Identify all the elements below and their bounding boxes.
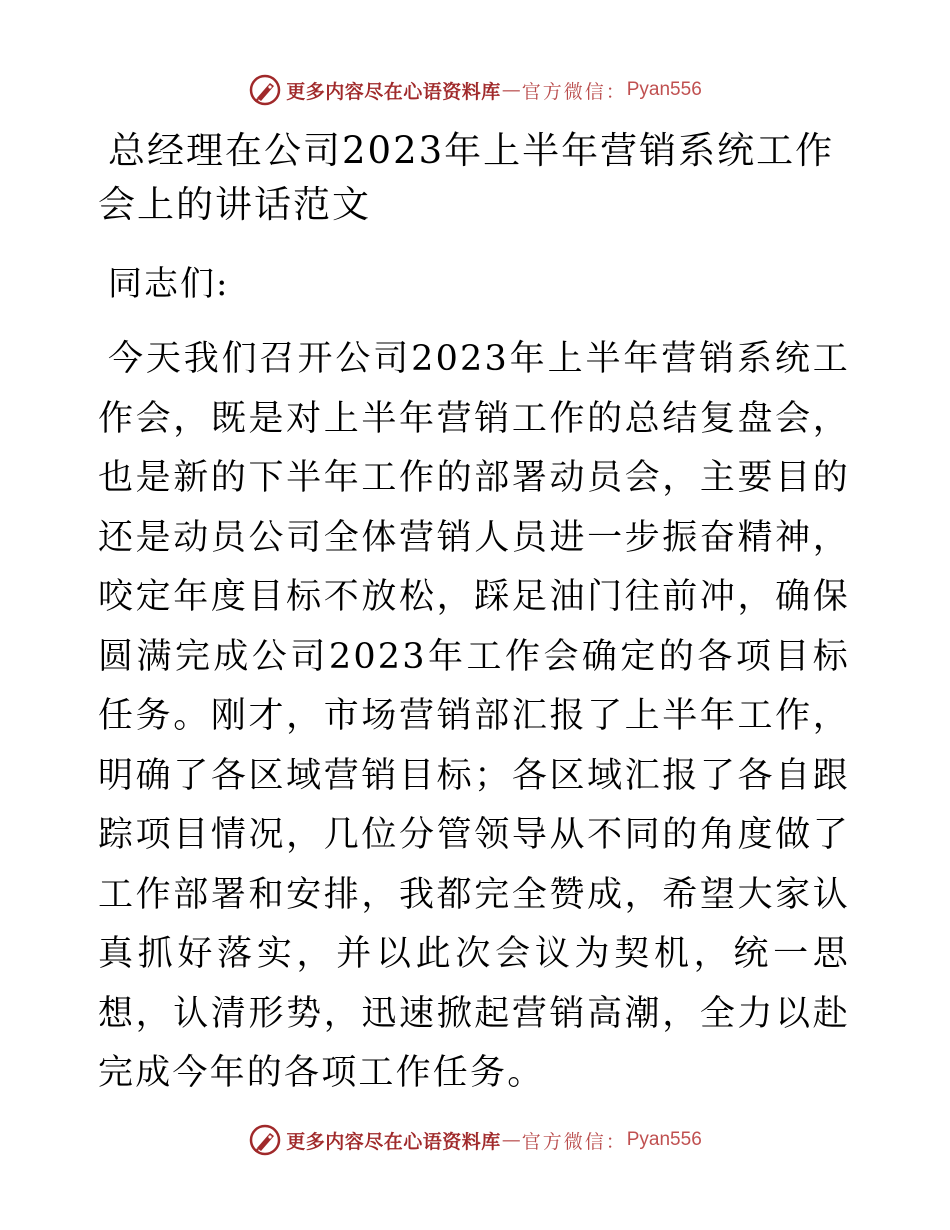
- watermark-separator: —: [501, 79, 521, 101]
- watermark-wechat-id: Pyan556: [626, 79, 702, 100]
- watermark-wechat-label: 官方微信：: [521, 80, 627, 103]
- watermark-brand-text: 更多内容尽在心语资料库: [286, 1130, 501, 1153]
- footer-watermark: [0, 1120, 950, 1160]
- pen-nib-logo-icon: [248, 73, 282, 107]
- watermark-wechat-label: 官方微信：: [521, 1130, 627, 1153]
- header-watermark: [0, 70, 950, 110]
- watermark-wechat-id: Pyan556: [626, 1129, 702, 1150]
- body-paragraph: 今天我们召开公司2023年上半年营销系统工作会，既是对上半年营销工作的总结复盘会，也是新的下半年工作的部署动员会，主要目的还是动员公司全体营销人员进一步振奋精神，咬定年度目标不放松，踩足油门往前冲，确保圆满完成公司2023年工作会确定的各项目标任务。刚才，市场营销部汇报了上半年工作，明确了各区域营销目标；各区域汇报了各自跟踪项目情况，几位分管领导从不同的角度做了工作部署和安排，我都完全赞成，希望大家认真抓好落实，并以此次会议为契机，统一思想，认清形势，迅速掀起营销高潮，全力以赴完成今年的各项工作任务。: [98, 339, 850, 1093]
- pen-nib-logo-icon: [248, 1123, 282, 1157]
- document-body: [98, 124, 850, 1104]
- watermark-brand-text: 更多内容尽在心语资料库: [286, 80, 501, 103]
- watermark-separator: —: [501, 1129, 521, 1151]
- greeting-line: 同志们:: [108, 264, 230, 304]
- document-title: 总经理在公司2023年上半年营销系统工作会上的讲话范文: [98, 129, 835, 226]
